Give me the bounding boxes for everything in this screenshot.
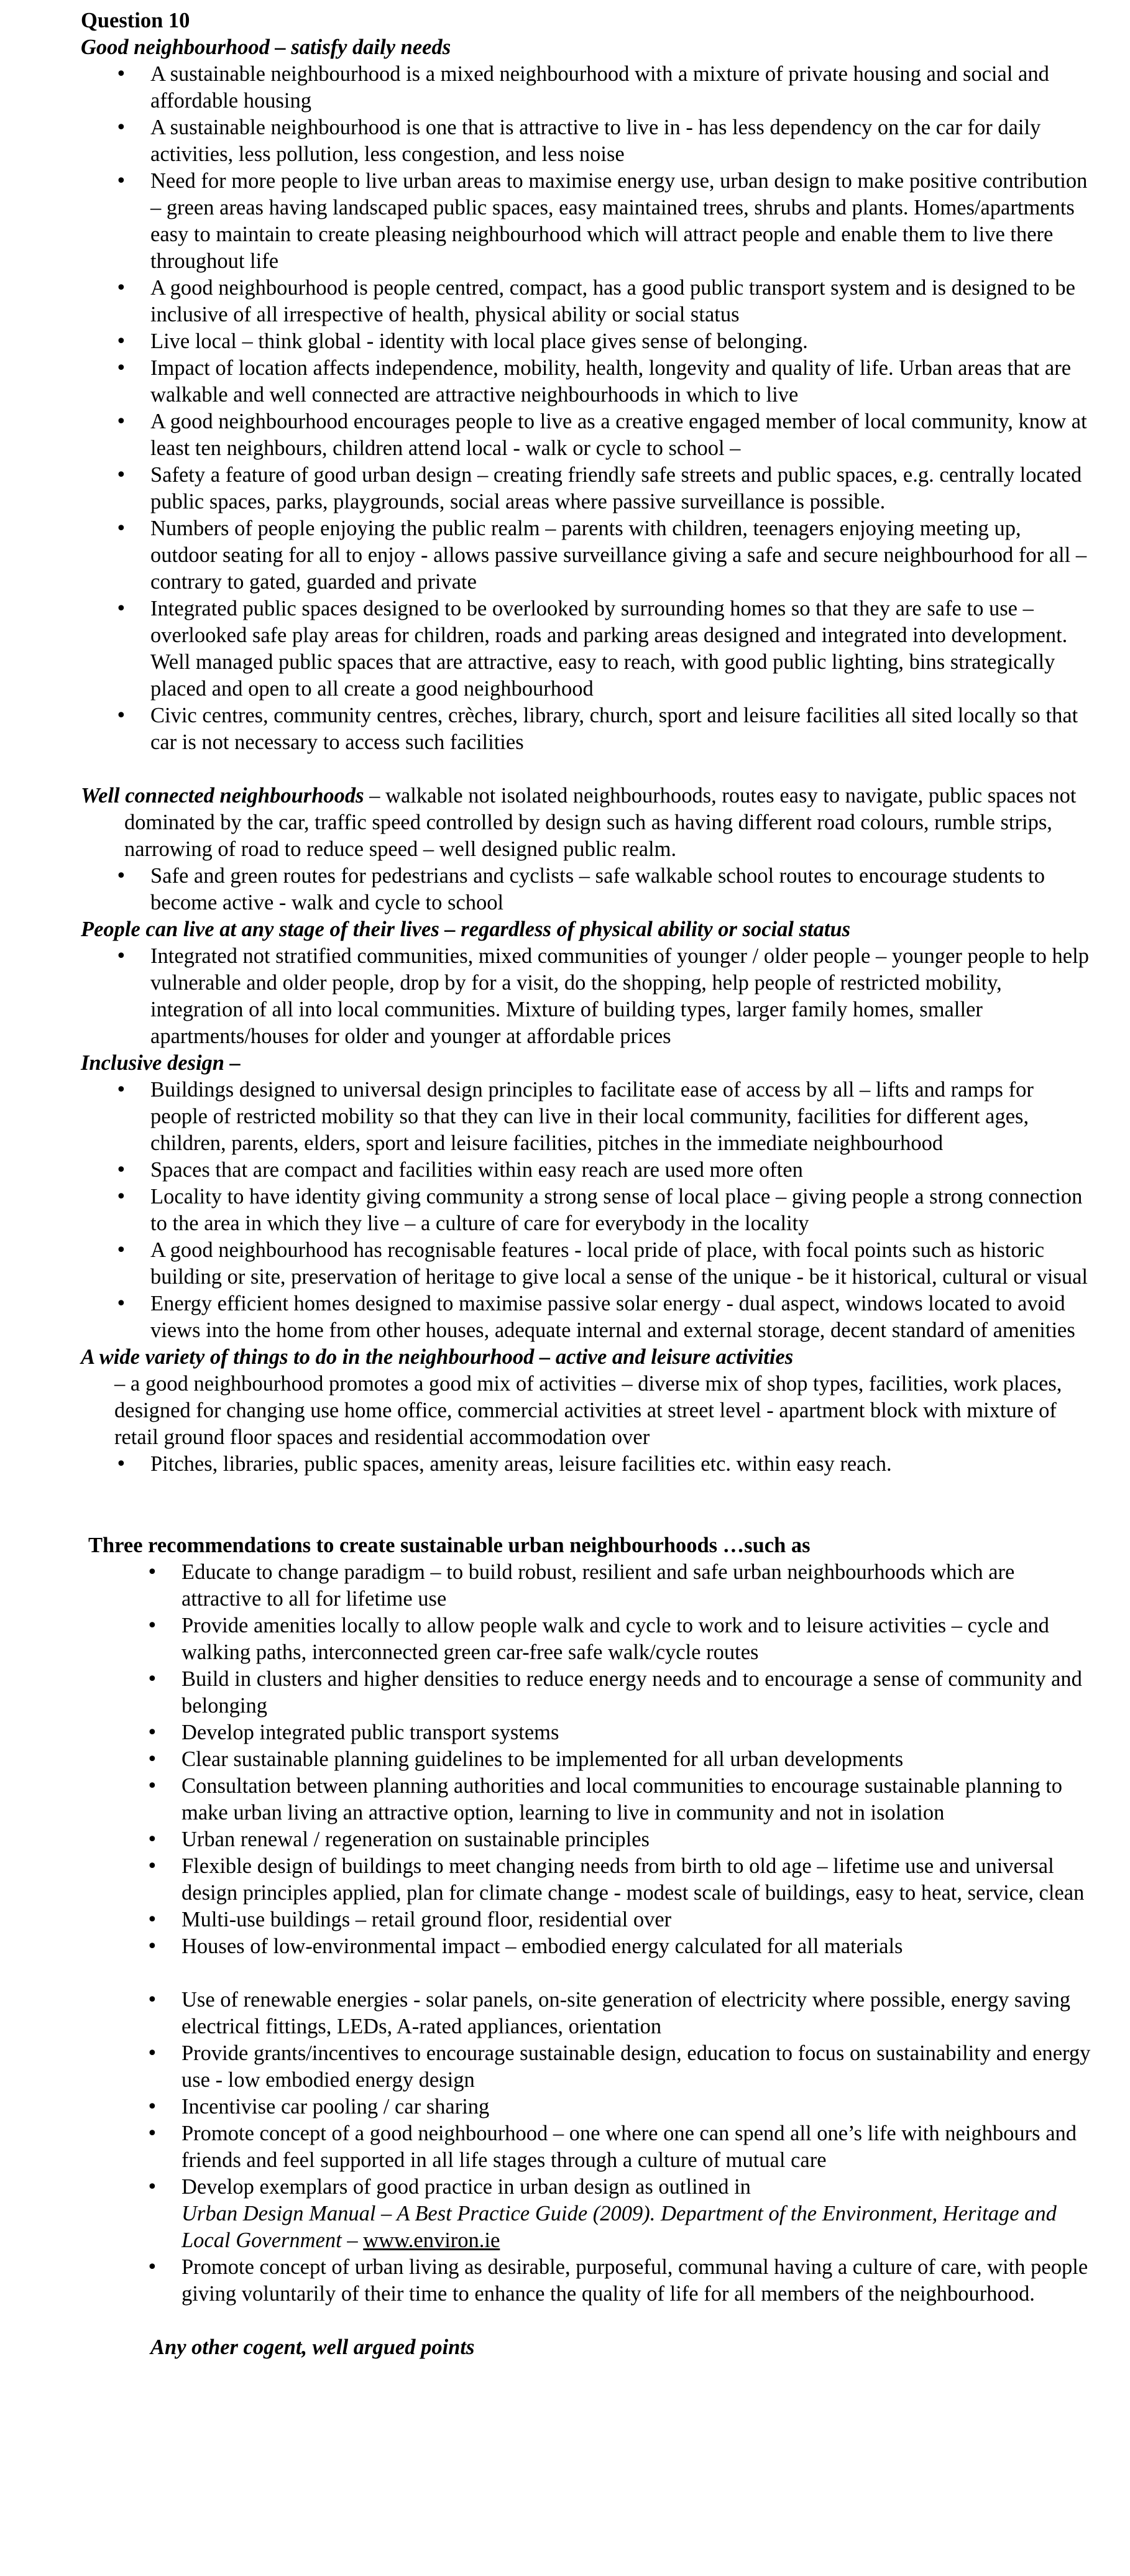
- list-item: • A sustainable neighbourhood is a mixed neighbourhood with a mixture of private housing and social and affordable housing: [150, 61, 1093, 114]
- list-item-exemplar: [181, 2174, 1093, 2254]
- section-heading-variety: A wide variety of things to do in the neighbourhood – active and leisure activities: [81, 1345, 794, 1369]
- list-item: • Buildings designed to universal design principles to facilitate ease of access by all – lifts and ramps for people of restricted mobility so that they can live in their local community, facilities for different ages, children, parents, elders, sport and leisure facilities, pitches in the immediate neighbourhood: [150, 1077, 1093, 1157]
- inclusive-design-list: [81, 1077, 1093, 1344]
- list-item: • Develop integrated public transport systems: [181, 1719, 1093, 1746]
- list-item: • Incentivise car pooling / car sharing: [181, 2094, 1093, 2120]
- list-item: • Urban renewal / regeneration on sustainable principles: [181, 1826, 1093, 1853]
- list-item: • Integrated not stratified communities, mixed communities of younger / older people – younger people to help vulnerable and older people, drop by for a visit, do the shopping, help people of restricted mobility, integration of all into local communities. Mixture of building types, larger family homes, smaller apartments/houses for older and younger at affordable prices: [150, 943, 1093, 1050]
- list-item: • Promote concept of urban living as desirable, purposeful, communal having a culture of care, with people giving voluntarily of their time to enhance the quality of life for all members of the neighbourhood.: [181, 2254, 1093, 2307]
- any-stage-list: [81, 943, 1093, 1050]
- section-heading-well-connected: Well connected neighbourhoods: [81, 784, 364, 807]
- list-item: • Provide amenities locally to allow people walk and cycle to work and to leisure activities – cycle and walking paths, interconnected green car-free safe walk/cycle routes: [181, 1612, 1093, 1666]
- section-heading-inclusive-design: Inclusive design –: [81, 1051, 241, 1075]
- list-item: • Flexible design of buildings to meet changing needs from birth to old age – lifetime use and universal design principles applied, plan for climate change - modest scale of buildings, easy to heat, service, clean: [181, 1853, 1093, 1907]
- list-item: • A sustainable neighbourhood is one that is attractive to live in - has less dependency on the car for daily activities, less pollution, less congestion, and less noise: [150, 114, 1093, 168]
- recommendations-heading: Three recommendations to create sustainable urban neighbourhoods …such as: [88, 1534, 811, 1557]
- list-item: • Energy efficient homes designed to maximise passive solar energy - dual aspect, windows located to avoid views into the home from other houses, adequate internal and external storage, decent standard of amenities: [150, 1290, 1093, 1344]
- variety-list: [81, 1451, 1093, 1478]
- list-item: • Safe and green routes for pedestrians and cyclists – safe walkable school routes to encourage students to become active - walk and cycle to school: [150, 863, 1093, 916]
- list-item: • A good neighbourhood has recognisable features - local pride of place, with focal points such as historic building or site, preservation of heritage to give local a sense of the unique - be it historical, cultural or visual: [150, 1237, 1093, 1290]
- list-item: • Integrated public spaces designed to be overlooked by surrounding homes so that they are safe to use – overlooked safe play areas for children, roads and parking areas designed and integrated into development. Well managed public spaces that are attractive, easy to reach, with good public lighting, bins strategically placed and open to all create a good neighbourhood: [150, 596, 1093, 702]
- exemplar-link[interactable]: www.environ.ie: [363, 2229, 500, 2252]
- closing-note: Any other cogent, well argued points: [150, 2335, 475, 2359]
- list-item: • Live local – think global - identity with local place gives sense of belonging.: [150, 328, 1093, 355]
- exemplar-reference: Urban Design Manual – A Best Practice Guide (2009). Department of the Environment, Heritage and Local Government –: [181, 2202, 1057, 2252]
- good-neighbourhood-list: [81, 61, 1093, 756]
- list-item: • Impact of location affects independence, mobility, health, longevity and quality of life. Urban areas that are walkable and well connected are attractive neighbourhoods in which to live: [150, 355, 1093, 408]
- list-item: • Houses of low-environmental impact – embodied energy calculated for all materials: [181, 1933, 1093, 1960]
- well-connected-list: [81, 863, 1093, 916]
- list-item: • Need for more people to live urban areas to maximise energy use, urban design to make positive contribution – green areas having landscaped public spaces, easy maintained trees, shrubs and plants. Homes/apartments easy to maintain to create pleasing neighbourhood which will attract people and enable them to live there throughout life: [150, 168, 1093, 275]
- list-item: • A good neighbourhood encourages people to live as a creative engaged member of local community, know at least ten neighbours, children attend local - walk or cycle to school –: [150, 408, 1093, 462]
- recommendations-list-a: [81, 1559, 1093, 1960]
- list-item: • Build in clusters and higher densities to reduce energy needs and to encourage a sense of community and belonging: [181, 1666, 1093, 1719]
- list-item: • Spaces that are compact and facilities within easy reach are used more often: [150, 1157, 1093, 1184]
- list-item: • Use of renewable energies - solar panels, on-site generation of electricity where possible, energy saving electrical fittings, LEDs, A-rated appliances, orientation: [181, 1987, 1093, 2040]
- list-item: • Promote concept of a good neighbourhood – one where one can spend all one’s life with neighbours and friends and feel supported in all life stages through a culture of mutual care: [181, 2120, 1093, 2174]
- question-title: Question 10: [81, 9, 190, 32]
- list-item: • Educate to change paradigm – to build robust, resilient and safe urban neighbourhoods which are attractive to all for lifetime use: [181, 1559, 1093, 1612]
- list-item: • Consultation between planning authorities and local communities to encourage sustainable planning to make urban living an attractive option, learning to live in community and not in isolation: [181, 1773, 1093, 1826]
- list-item: • Clear sustainable planning guidelines to be implemented for all urban developments: [181, 1746, 1093, 1773]
- recommendations-list-b: [81, 1987, 1093, 2307]
- list-item: • A good neighbourhood is people centred, compact, has a good public transport system and is designed to be inclusive of all irrespective of health, physical ability or social status: [150, 275, 1093, 328]
- list-item: • Provide grants/incentives to encourage sustainable design, education to focus on sustainability and energy use - low embodied energy design: [181, 2040, 1093, 2094]
- list-item: • Pitches, libraries, public spaces, amenity areas, leisure facilities etc. within easy reach.: [150, 1451, 1093, 1478]
- list-item: • Numbers of people enjoying the public realm – parents with children, teenagers enjoying meeting up, outdoor seating for all to enjoy - allows passive surveillance giving a safe and secure neighbourhood for all – contrary to gated, guarded and private: [150, 515, 1093, 596]
- list-item: • Civic centres, community centres, crèches, library, church, sport and leisure facilities all sited locally so that car is not necessary to access such facilities: [150, 702, 1093, 756]
- list-item: • Multi-use buildings – retail ground floor, residential over: [181, 1907, 1093, 1933]
- section-heading-good-neighbourhood: Good neighbourhood – satisfy daily needs: [81, 35, 451, 59]
- variety-text: – a good neighbourhood promotes a good mix of activities – diverse mix of shop types, facilities, work places, designed for changing use home office, commercial activities at street level - apartment block with mixture of retail ground floor spaces and residential accommodation over: [114, 1372, 1062, 1449]
- well-connected-paragraph: [81, 783, 1093, 863]
- list-item: • Safety a feature of good urban design – creating friendly safe streets and public spaces, e.g. centrally located public spaces, parks, playgrounds, social areas where passive surveillance is possible.: [150, 462, 1093, 515]
- list-item: • Locality to have identity giving community a strong sense of local place – giving people a strong connection to the area in which they live – a culture of care for everybody in the locality: [150, 1184, 1093, 1237]
- exemplar-lead: Develop exemplars of good practice in urban design as outlined in: [181, 2175, 751, 2199]
- section-heading-any-stage: People can live at any stage of their lives – regardless of physical ability or social status: [81, 918, 851, 941]
- well-connected-text: – walkable not isolated neighbourhoods, routes easy to navigate, public spaces not dominated by the car, traffic speed controlled by design such as having different road colours, rumble strips, narrowing of road to reduce speed – well designed public realm.: [124, 784, 1077, 861]
